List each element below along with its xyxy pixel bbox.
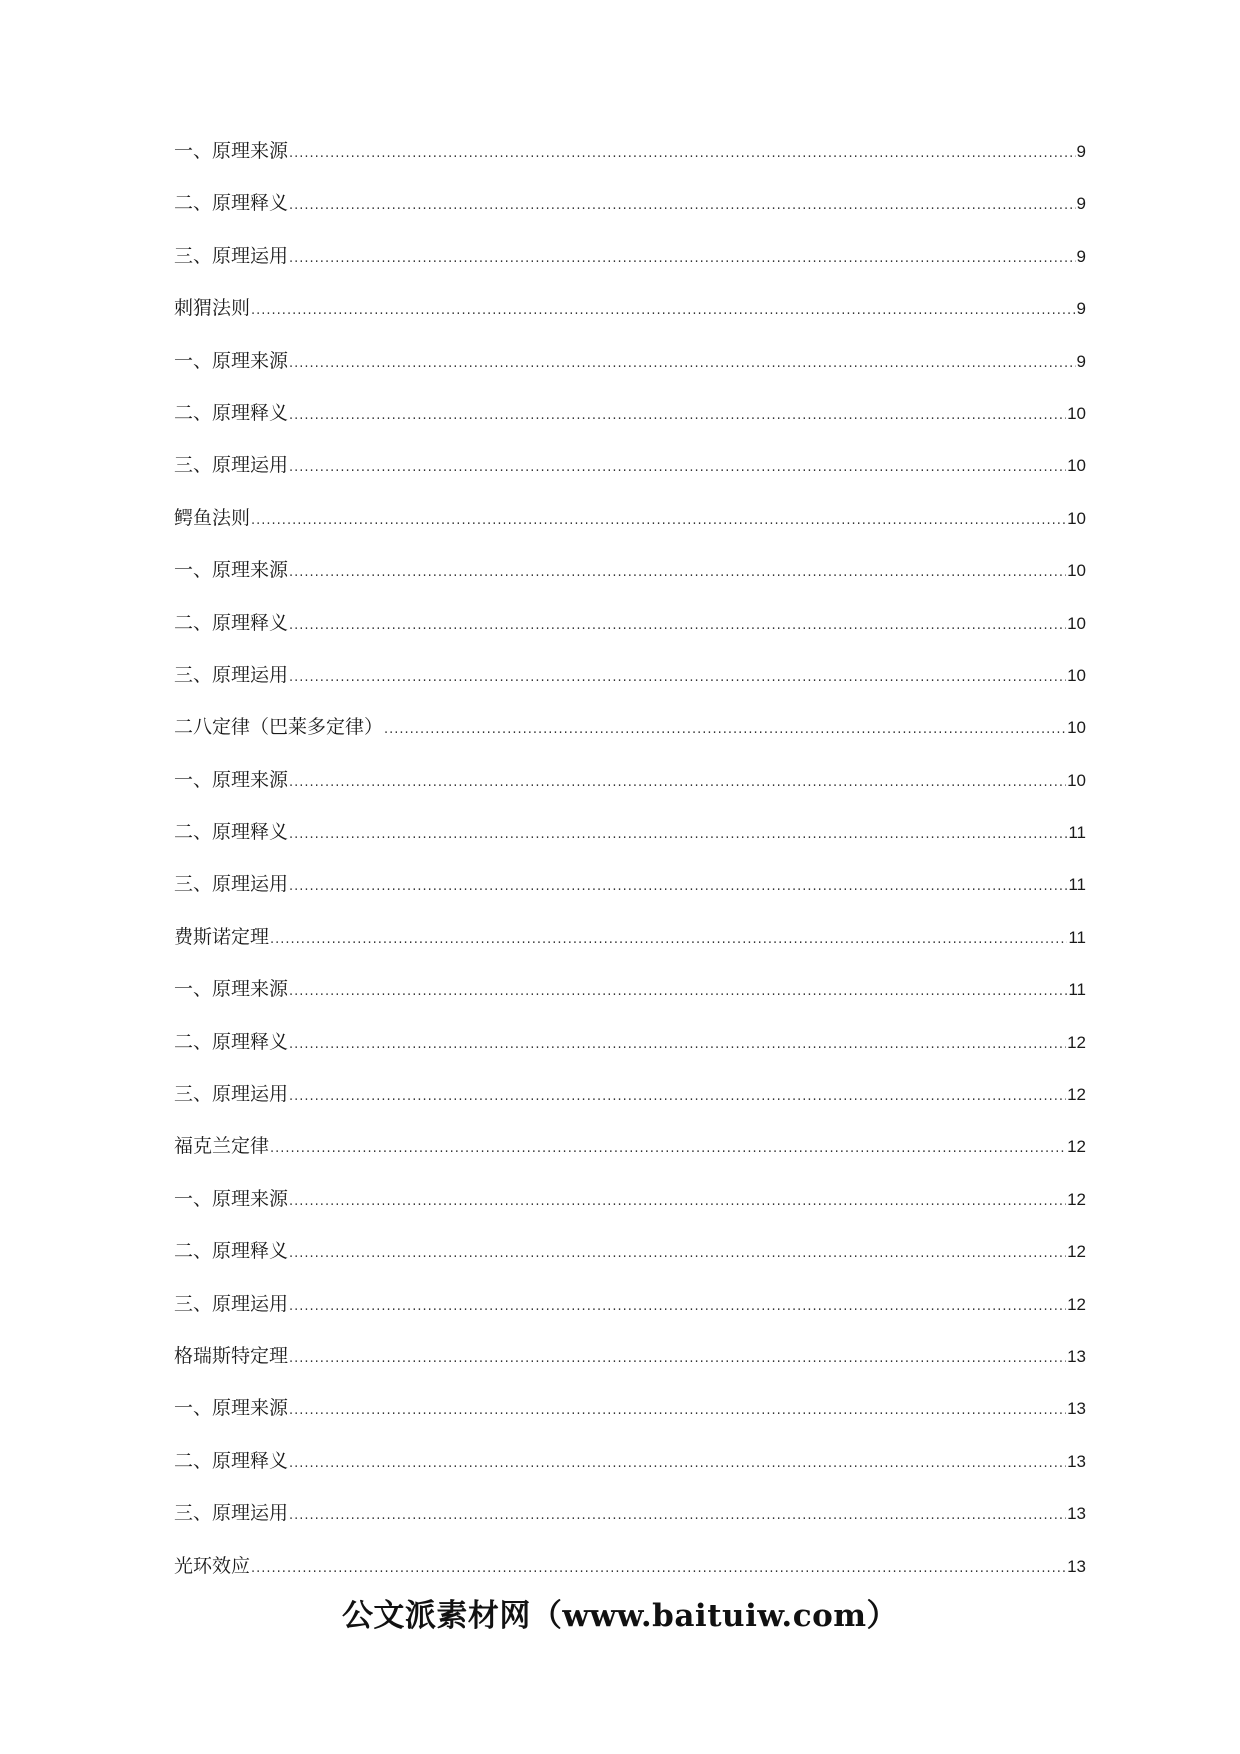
toc-entry-title: 三、原理运用 [174, 873, 289, 896]
toc-entry[interactable] [174, 453, 1086, 505]
toc-entry[interactable] [174, 558, 1086, 610]
toc-entry-page-number: 12 [1067, 1032, 1086, 1052]
toc-entry-title: 三、原理运用 [174, 244, 289, 267]
toc-entry[interactable] [174, 1239, 1086, 1291]
toc-entry[interactable] [174, 1449, 1086, 1501]
toc-dot-leader [289, 1033, 1066, 1057]
toc-entry-page-number: 11 [1068, 927, 1086, 947]
toc-entry[interactable] [174, 872, 1086, 924]
toc-entry-title: 鳄鱼法则 [174, 506, 251, 529]
toc-entry-title: 一、原理来源 [174, 1397, 289, 1420]
toc-dot-leader [289, 980, 1067, 1004]
toc-entry[interactable] [174, 1030, 1086, 1082]
toc-entry-title: 一、原理来源 [174, 140, 289, 162]
toc-dot-leader [270, 1137, 1066, 1161]
toc-entry[interactable] [174, 1187, 1086, 1239]
toc-dot-leader [289, 1347, 1066, 1371]
toc-entry-title: 光环效应 [174, 1554, 251, 1577]
toc-dot-leader [289, 614, 1066, 638]
toc-dot-leader [289, 404, 1066, 428]
toc-dot-leader [270, 928, 1067, 952]
toc-entry-page-number: 12 [1067, 1085, 1086, 1105]
toc-entry-page-number: 10 [1067, 561, 1086, 581]
toc-entry-page-number: 10 [1067, 508, 1086, 528]
toc-entry[interactable] [174, 296, 1086, 348]
toc-entry[interactable] [174, 1292, 1086, 1344]
toc-dot-leader [251, 1557, 1066, 1581]
toc-dot-leader [289, 666, 1066, 690]
toc-entry-page-number: 9 [1076, 299, 1086, 319]
toc-entry-title: 一、原理来源 [174, 768, 289, 791]
toc-entry-page-number: 10 [1067, 770, 1086, 790]
toc-entry[interactable] [174, 925, 1086, 977]
toc-entry[interactable] [174, 401, 1086, 453]
toc-entry-title: 三、原理运用 [174, 1292, 289, 1315]
toc-entry-page-number: 13 [1067, 1556, 1086, 1576]
toc-entry-title: 一、原理来源 [174, 349, 289, 372]
toc-entry-page-number: 10 [1067, 665, 1086, 685]
toc-dot-leader [289, 771, 1066, 795]
toc-dot-leader [251, 299, 1076, 323]
toc-entry-title: 一、原理来源 [174, 978, 289, 1001]
toc-entry-title: 二、原理释义 [174, 1030, 289, 1053]
toc-entry-title: 二、原理释义 [174, 611, 289, 634]
toc-entry-title: 刺猬法则 [174, 297, 251, 320]
toc-entry-title: 二、原理释义 [174, 1449, 289, 1472]
toc-entry-title: 二、原理释义 [174, 401, 289, 424]
toc-entry[interactable] [174, 139, 1086, 191]
toc-entry[interactable] [174, 715, 1086, 767]
toc-entry-title: 三、原理运用 [174, 1083, 289, 1106]
toc-entry-title: 二、原理释义 [174, 821, 289, 844]
toc-dot-leader [289, 1085, 1066, 1109]
toc-entry[interactable] [174, 1082, 1086, 1134]
toc-entry[interactable] [174, 820, 1086, 872]
toc-entry-title: 三、原理运用 [174, 663, 289, 686]
toc-dot-leader [384, 718, 1066, 742]
toc-entry-page-number: 12 [1067, 1294, 1086, 1314]
toc-dot-leader [289, 1295, 1066, 1319]
toc-entry[interactable] [174, 663, 1086, 715]
toc-dot-leader [289, 1242, 1066, 1266]
toc-entry-title: 一、原理来源 [174, 559, 289, 582]
toc-dot-leader [289, 1190, 1066, 1214]
toc-entry-title: 格瑞斯特定理 [174, 1344, 289, 1367]
toc-entry-page-number: 9 [1076, 246, 1086, 266]
toc-entry-title: 三、原理运用 [174, 454, 289, 477]
toc-entry-page-number: 10 [1067, 403, 1086, 423]
toc-entry-page-number: 13 [1067, 1504, 1086, 1524]
toc-entry-page-number: 12 [1067, 1189, 1086, 1209]
toc-dot-leader [289, 247, 1076, 271]
toc-entry-page-number: 13 [1067, 1399, 1086, 1419]
toc-entry[interactable] [174, 977, 1086, 1029]
toc-dot-leader [289, 1452, 1066, 1476]
toc-entry-title: 一、原理来源 [174, 1187, 289, 1210]
toc-dot-leader [251, 509, 1066, 533]
toc-entry[interactable] [174, 191, 1086, 243]
toc-entry-page-number: 11 [1068, 823, 1086, 843]
toc-entry-page-number: 11 [1068, 980, 1086, 1000]
toc-entry-page-number: 11 [1068, 875, 1086, 895]
toc-entry[interactable] [174, 611, 1086, 663]
toc-entry-page-number: 13 [1067, 1346, 1086, 1366]
toc-dot-leader [289, 352, 1076, 376]
toc-dot-leader [289, 194, 1076, 218]
toc-entry[interactable] [174, 768, 1086, 820]
toc-entry-page-number: 13 [1067, 1451, 1086, 1471]
toc-entry-title: 二八定律（巴莱多定律） [174, 716, 384, 739]
footer-watermark: 公文派素材网（www.baituiw.com） [341, 1598, 899, 1634]
toc-entry-title: 二、原理释义 [174, 1240, 289, 1263]
toc-entry-page-number: 10 [1067, 456, 1086, 476]
toc-entry-title: 费斯诺定理 [174, 925, 270, 948]
toc-entry-page-number: 10 [1067, 718, 1086, 738]
toc-dot-leader [289, 875, 1067, 899]
toc-entry-page-number: 9 [1076, 142, 1086, 161]
toc-entry-page-number: 10 [1067, 613, 1086, 633]
toc-entry[interactable] [174, 1344, 1086, 1396]
toc-entry[interactable] [174, 349, 1086, 401]
toc-entry[interactable] [174, 1396, 1086, 1448]
table-of-contents [174, 139, 1086, 1606]
toc-entry-page-number: 12 [1067, 1137, 1086, 1157]
toc-entry[interactable] [174, 506, 1086, 558]
toc-entry-page-number: 12 [1067, 1242, 1086, 1262]
toc-entry-page-number: 9 [1076, 351, 1086, 371]
toc-entry-page-number: 9 [1076, 194, 1086, 214]
toc-dot-leader [289, 561, 1066, 585]
toc-dot-leader [289, 823, 1067, 847]
toc-dot-leader [289, 1399, 1066, 1423]
toc-entry-title: 三、原理运用 [174, 1502, 289, 1525]
toc-dot-leader [289, 142, 1076, 166]
toc-dot-leader [289, 1504, 1066, 1528]
toc-entry[interactable] [174, 1134, 1086, 1186]
toc-dot-leader [289, 456, 1066, 480]
toc-entry[interactable] [174, 1501, 1086, 1553]
toc-entry-title: 福克兰定律 [174, 1135, 270, 1158]
toc-entry[interactable] [174, 244, 1086, 296]
toc-entry-title: 二、原理释义 [174, 192, 289, 215]
